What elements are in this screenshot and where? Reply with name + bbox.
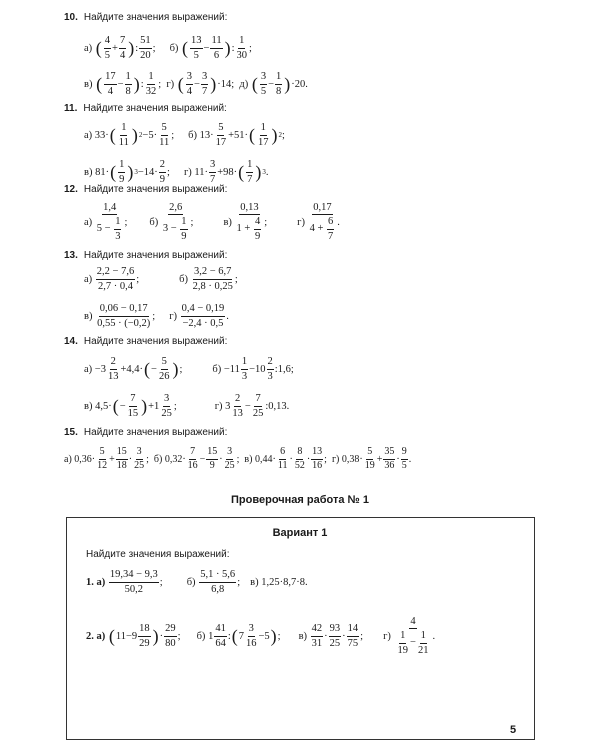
problem-13-title: 13. Найдите значения выражений: [64,250,228,261]
problem-10-title: 10. Найдите значения выражений: [64,12,228,23]
problem-15-title: 15. Найдите значения выражений: [64,427,228,438]
problem-10-row2: в) ( $\frac{17}{4}$ − $\frac{1}{8}$ ) : $\frac{1}{32}$ ; г) ( $\frac{3}{4}$ − $\frac{3}{7}$ ) ·14; д) ( $\frac{3}{5}$ − $\frac{1}{8}$ ) ·20. [84,71,308,97]
problem-13-row1: а) $\frac{2,2 - 7,6}{2,7 \cdot 0,4}$ ; б) $\frac{3,2 - 6,7}{2,8 \cdot 0,25}$ ; [84,266,238,292]
problem-14-row2: в) 4,5· ( − $\frac{7}{15}$ ) +1 $\frac{3}{25}$ ; г) 3 $\frac{2}{13}$ − $\frac{7}{25}$ :0,13. [84,393,290,419]
problem-12-row: а) 1,4 5 − $\frac{1}{3}$ ; б) 2,6 3 − $\frac{1}{9}$ ; в) 0,13 1 + $\frac{4}{9}$ ; г) 0,17 4 + $\frac{6}{7}$ . [84,202,340,242]
problem-15-row: а) 0,36· $\frac{5}{12}$ + $\frac{15}{18}$ · $\frac{3}{25}$ ; б) 0,32· $\frac{7}{16}$ − $\frac{15}{9}$ · $\frac{3}{25}$ ; в) 0,44· $\frac{6}{11}$ · $\frac{8}{52}$ · $\frac{13}{16}$ ; г) 0,38· $\frac{5}{19}$ + $\frac{35}{36}$ · $\frac{9}{5}$ . [64,446,412,471]
variant-task: Найдите значения выражений: [86,549,230,560]
problem-13-row2: в) $\frac{0,06 - 0,17}{0,55 \cdot (-0,2)}$ ; г) $\frac{0,4 - 0,19}{-2,4 \cdot 0,5}$ . [84,303,229,329]
variant-title: Вариант 1 [272,527,328,539]
variant-task-1: 1. а) $\frac{19,34 - 9,3}{50,2}$ ; б) $\frac{5,1 \cdot 5,6}{6,8}$ ; в) 1,25·8,7·8. [86,569,308,595]
check-work-heading: Проверочная работа № 1 [231,494,369,506]
variant-task-2: 2. а) ( 11−9 $\frac{18}{29}$ ) · $\frac{29}{80}$ ; б) 1 $\frac{41}{64}$ : ( 7 $\frac{3}{16}$ −5 ) ; в) $\frac{42}{31}$ · $\frac{93}{25}$ · $\frac{14}{75}$ ; г) 4 $\frac{1}{19}$ − $\frac{1}{21}$ . [86,616,436,656]
problem-14-title: 14. Найдите значения выражений: [64,336,228,347]
problem-11-row1: а) 33· ( $\frac{1}{11}$ ) 2 −5· $\frac{5}{11}$ ; б) 13· $\frac{5}{17}$ +51· ( $\frac{1}{17}$ ) 2 ; [84,122,285,148]
page-number: 5 [510,724,517,736]
problem-11-title: 11. Найдите значения выражений: [64,103,227,114]
problem-12-title: 12. Найдите значения выражений: [64,184,228,195]
problem-10-row1: а) ( $\frac{4}{5}$ + $\frac{7}{4}$ ) : $\frac{51}{20}$ ; б) ( $\frac{13}{5}$ − $\frac{11}{6}$ ) : $\frac{1}{30}$ ; [84,35,252,61]
problem-14-row1: а) −3 $\frac{2}{13}$ +4,4· ( − $\frac{5}{26}$ ) ; б) −11 $\frac{1}{3}$ −10 $\frac{2}{3}$ :1,6; [84,356,294,382]
problem-11-row2: в) 81· ( $\frac{1}{9}$ ) 3 −14· $\frac{2}{9}$ ; г) 11· $\frac{3}{7}$ +98· ( $\frac{1}{7}$ ) 3 . [84,159,269,185]
